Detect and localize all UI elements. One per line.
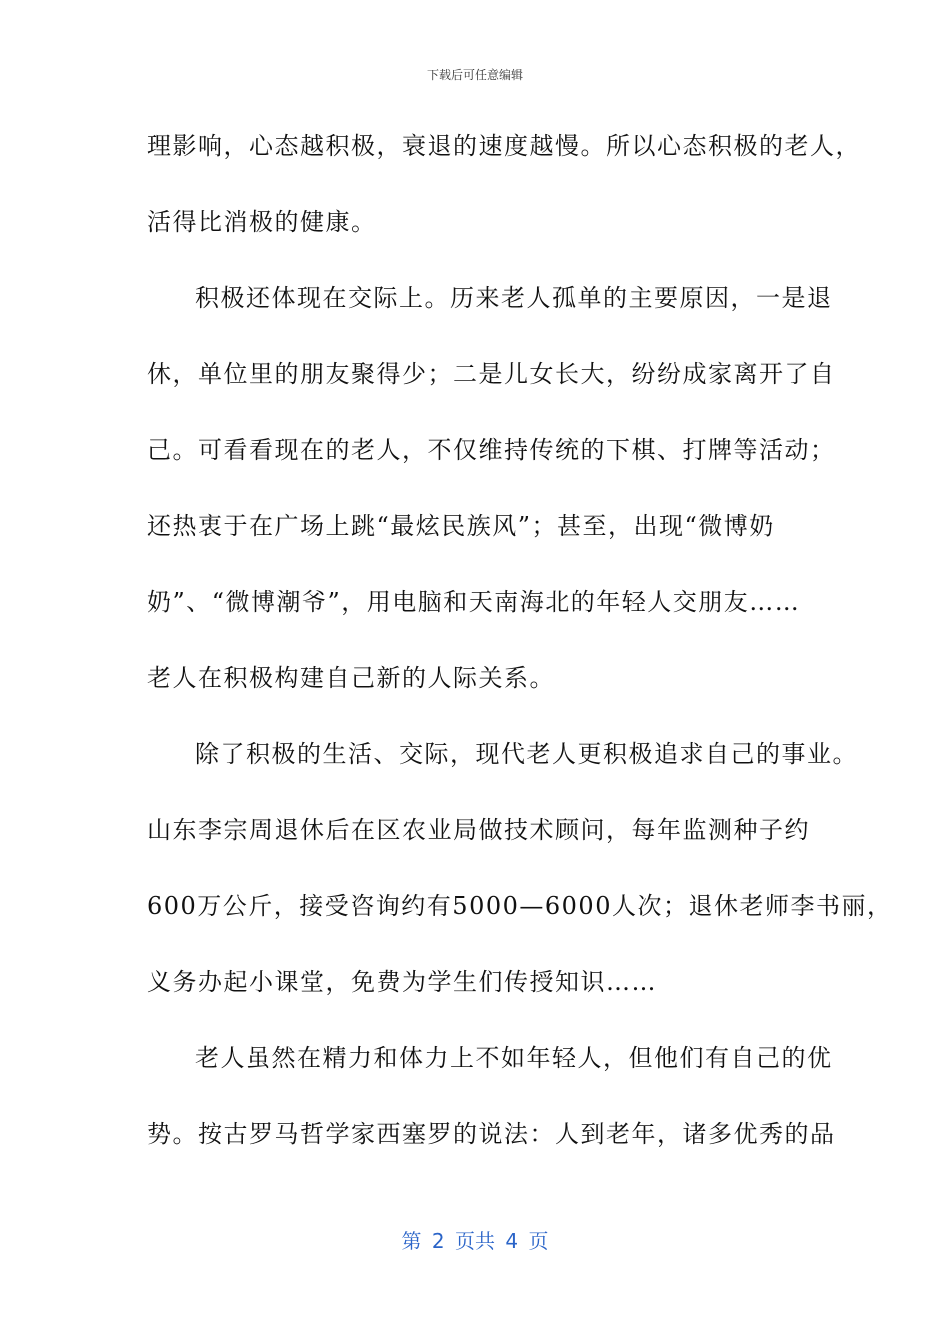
footer-prefix: 第 <box>401 1229 422 1253</box>
text-line: 奶”、“微博潮爷”，用电脑和天南海北的年轻人交朋友…… <box>147 588 801 616</box>
footer-suffix: 页 <box>528 1229 549 1253</box>
current-page-number: 2 <box>431 1229 445 1253</box>
text-line: 势。按古罗马哲学家西塞罗的说法：人到老年，诸多优秀的品 <box>147 1120 836 1148</box>
text-line: 休，单位里的朋友聚得少；二是儿女长大，纷纷成家离开了自 <box>147 360 836 388</box>
paragraph-start-line: 老人虽然在精力和体力上不如年轻人，但他们有自己的优 <box>195 1044 833 1072</box>
text-line: 己。可看看现在的老人，不仅维持传统的下棋、打牌等活动； <box>147 436 836 464</box>
text-line: 还热衷于在广场上跳“最炫民族风”；甚至，出现“微博奶 <box>147 512 775 540</box>
text-line: 老人在积极构建自己新的人际关系。 <box>147 664 555 692</box>
paragraph-start-line: 除了积极的生活、交际，现代老人更积极追求自己的事业。 <box>195 740 858 768</box>
footer-middle: 页共 <box>455 1229 495 1253</box>
document-body <box>147 118 893 1182</box>
text-line: 义务办起小课堂，免费为学生们传授知识…… <box>147 968 657 996</box>
text-line: 600万公斤，接受咨询约有5000—6000人次；退休老师李书丽， <box>147 892 893 920</box>
text-line: 理影响，心态越积极，衰退的速度越慢。所以心态积极的老人， <box>147 132 861 160</box>
text-line: 活得比消极的健康。 <box>147 208 377 236</box>
paragraph-start-line: 积极还体现在交际上。历来老人孤单的主要原因，一是退 <box>195 284 833 312</box>
page-footer <box>0 1225 950 1254</box>
total-page-count: 4 <box>505 1229 519 1253</box>
text-line: 山东李宗周退休后在区农业局做技术顾问，每年监测种子约 <box>147 816 810 844</box>
page-header: 下载后可任意编辑 <box>426 68 523 82</box>
